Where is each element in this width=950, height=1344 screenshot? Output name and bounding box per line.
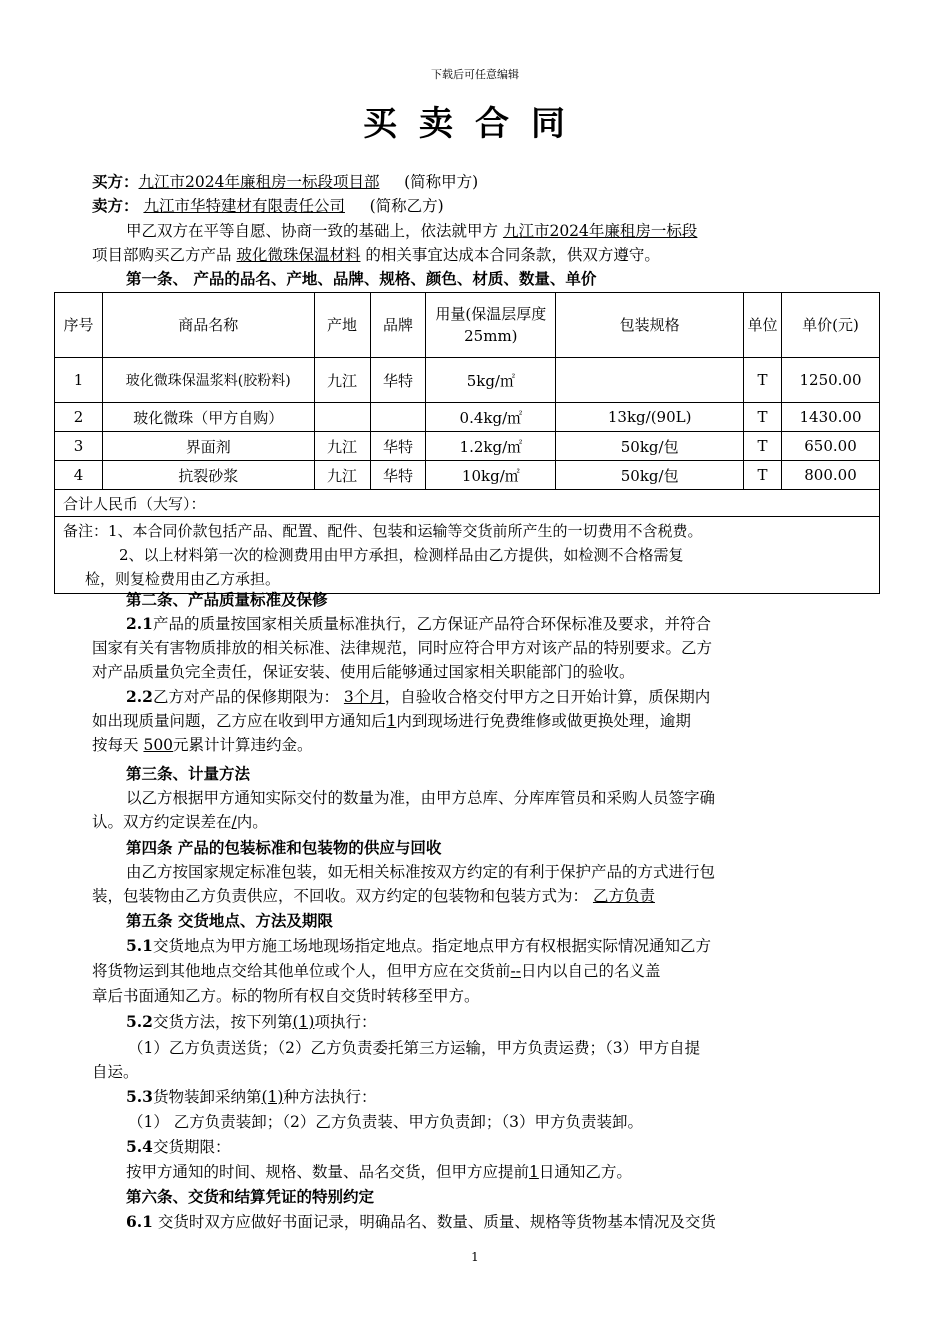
table-note-row [55,517,880,594]
product-table [54,292,880,594]
table-header-row [55,293,880,358]
warranty-period: 3个月 [343,688,385,706]
cell-origin: 九江 [314,432,370,461]
cell-pack: 50kg/包 [556,461,744,490]
note-3: 检，则复检费用由乙方承担。 [85,570,281,588]
a3-line-2 [92,810,862,834]
clause-number: 5.4 [126,1137,153,1156]
response-days: 1 [386,712,397,730]
a5-p3-options: （1） 乙方负责装卸；（2）乙方负责装、甲方负责卸；（3）甲方负责装卸。 [128,1113,644,1131]
header-name: 商品名称 [102,293,314,358]
clause-text: 交货时双方应做好书面记录，明确品名、数量、质量、规格等货物基本情况及交货 [157,1213,716,1231]
total-label: 合计人民币（大写）： [55,490,880,517]
cell-unit: T [744,432,782,461]
cell-brand: 华特 [370,432,426,461]
cell-pack: 13kg/(90L) [556,403,744,432]
a5-p1-line-1 [126,934,896,958]
loading-option: (1) [261,1088,284,1106]
a5-p2-options-2: 自运。 [92,1063,139,1081]
a2-p2-line-3 [92,733,862,757]
cell-unit: T [744,358,782,403]
cell-brand: 华特 [370,461,426,490]
a2-p1-line-1 [126,612,896,636]
note-1: 备注：1、本合同价款包括产品、配置、配件、包装和运输等交货前所产生的一切费用不含税费。 [63,522,703,540]
article-6-title: 第六条、交货和结算凭证的特别约定 [126,1187,375,1206]
clause-number: 6.1 [126,1212,153,1231]
cell-seq: 2 [55,403,103,432]
clause-text: 交货方法，按下列第 [152,1013,293,1031]
header-usage: 用量(保温层厚度25mm) [426,293,556,358]
article-1-title: 第一条、 产品的品名、产地、品牌、规格、颜色、材质、数量、单价 [126,269,597,288]
table-row [55,461,880,490]
clause-text: 按每天 [92,736,139,754]
advance-notice-days: 1 [529,1163,539,1181]
cell-usage: 10kg/㎡ [426,461,556,490]
intro-text: 的相关事宜达成本合同条款，供双方遵守。 [365,246,660,264]
intro-buyer: 九江市2024年廉租房一标段 [502,222,698,240]
header-unit: 单位 [744,293,782,358]
clause-text: 乙方对产品的保修期限为： [152,688,339,706]
clause-text: 日通知乙方。 [538,1163,632,1181]
table-notes [55,517,880,594]
clause-text: 交货期限： [152,1138,231,1156]
cell-usage: 0.4kg/㎡ [426,403,556,432]
intro-text: 项目部购买乙方产品 [92,246,232,264]
article-4-title: 第四条 产品的包装标准和包装物的供应与回收 [126,838,442,857]
a2-p1-line-3: 对产品质量负完全责任，保证安装、使用后能够通过国家相关职能部门的验收。 [92,663,635,681]
clause-text: 认。双方约定误差在 [92,813,232,831]
seller-line [92,194,862,218]
cell-name: 玻化微珠（甲方自购） [102,403,314,432]
intro-line-1 [126,219,896,243]
a5-p1-line-2 [92,959,862,983]
intro-line-2 [92,243,862,267]
clause-text: 货物装卸采纳第 [152,1088,262,1106]
a6-p1-line-1 [126,1210,896,1234]
clause-text: ，自验收合格交付甲方之日开始计算，质保期内 [384,688,711,706]
cell-name: 玻化微珠保温浆料(胶粉料) [102,358,314,403]
a4-line-2 [92,884,862,908]
header-brand: 品牌 [370,293,426,358]
a5-p2-options: （1）乙方负责送货；（2）乙方负责委托第三方运输，甲方负责运费；（3）甲方自提 [128,1039,701,1057]
cell-brand [370,403,426,432]
seller-name: 九江市华特建材有限责任公司 [143,197,345,215]
buyer-label: 买方： [92,172,139,191]
packaging-party: 乙方负责 [592,887,655,905]
penalty-amount: 500 [143,736,174,754]
clause-number: 5.1 [126,936,153,955]
article-3-title: 第三条、计量方法 [126,764,251,783]
cell-origin: 九江 [314,358,370,403]
clause-text: 如出现质量问题，乙方应在收到甲方通知后 [92,712,387,730]
buyer-suffix: (简称甲方) [404,173,479,191]
header-pack: 包装规格 [556,293,744,358]
cell-unit: T [744,461,782,490]
clause-number: 5.3 [126,1087,153,1106]
clause-text: 日内以自己的名义盖 [521,962,661,980]
clause-text: 种方法执行： [283,1088,377,1106]
header-price: 单价(元) [782,293,880,358]
notice-days: -- [510,962,521,980]
clause-number: 2.2 [126,687,153,706]
clause-number: 5.2 [126,1012,153,1031]
clause-text: 产品的质量按国家相关质量标准执行，乙方保证产品符合环保标准及要求，并符合 [152,615,711,633]
header-origin: 产地 [314,293,370,358]
cell-brand: 华特 [370,358,426,403]
cell-seq: 4 [55,461,103,490]
intro-text: 甲乙双方在平等自愿、协商一致的基础上，依法就甲方 [126,222,499,240]
a5-p4-line-1 [126,1135,896,1159]
cell-usage: 5kg/㎡ [426,358,556,403]
cell-origin: 九江 [314,461,370,490]
seller-label: 卖方： [92,196,139,215]
cell-price: 800.00 [782,461,880,490]
cell-pack [556,358,744,403]
article-5-title: 第五条 交货地点、方法及期限 [126,911,333,930]
intro-product: 玻化微珠保温材料 [236,246,361,264]
contract-title: 买卖合同 [363,104,587,144]
clause-number: 2.1 [126,614,153,633]
clause-text: 装，包装物由乙方负责供应，不回收。双方约定的包装物和包装方式为： [92,887,589,905]
cell-unit: T [744,403,782,432]
cell-price: 650.00 [782,432,880,461]
tolerance-value: / [231,813,237,831]
clause-text: 元累计计算违约金。 [173,736,313,754]
cell-pack: 50kg/包 [556,432,744,461]
clause-text: 将货物运到其他地点交给其他单位或个人，但甲方应在交货前 [92,962,511,980]
a5-p2-line-1 [126,1010,896,1034]
cell-usage: 1.2kg/㎡ [426,432,556,461]
cell-origin [314,403,370,432]
a5-p4-line-2 [126,1160,896,1184]
seller-suffix: (简称乙方) [369,197,444,215]
clause-text: 内。 [236,813,268,831]
header-seq: 序号 [55,293,103,358]
cell-price: 1430.00 [782,403,880,432]
table-total-row [55,490,880,517]
clause-text: 交货地点为甲方施工场地现场指定地点。指定地点甲方有权根据实际情况通知乙方 [152,937,711,955]
a2-p1-line-2: 国家有关有害物质排放的相关标准、法律规范，同时应符合甲方对该产品的特别要求。乙方 [92,639,713,657]
cell-seq: 3 [55,432,103,461]
buyer-name: 九江市2024年廉租房一标段项目部 [138,173,380,191]
a2-p2-line-2 [92,709,862,733]
header-note: 下载后可任意编辑 [431,68,519,81]
cell-price: 1250.00 [782,358,880,403]
a5-p3-line-1 [126,1085,896,1109]
cell-seq: 1 [55,358,103,403]
page-number: 1 [471,1250,479,1264]
buyer-line [92,170,862,194]
article-2-title: 第二条、产品质量标准及保修 [126,590,328,609]
table-row [55,432,880,461]
a3-line-1: 以乙方根据甲方通知实际交付的数量为准，由甲方总库、分库库管员和采购人员签字确 [126,789,716,807]
clause-text: 按甲方通知的时间、规格、数量、品名交货，但甲方应提前 [126,1163,530,1181]
table-row [55,358,880,403]
a5-p1-line-3: 章后书面通知乙方。标的物所有权自交货时转移至甲方。 [92,987,480,1005]
cell-name: 界面剂 [102,432,314,461]
a2-p2-line-1 [126,685,896,709]
cell-name: 抗裂砂浆 [102,461,314,490]
clause-text: 项执行： [314,1013,377,1031]
delivery-option: (1) [292,1013,315,1031]
a4-line-1: 由乙方按国家规定标准包装，如无相关标准按双方约定的有利于保护产品的方式进行包 [126,863,716,881]
table-row [55,403,880,432]
clause-text: 内到现场进行免费维修或做更换处理，逾期 [396,712,691,730]
note-2: 2、以上材料第一次的检测费用由甲方承担，检测样品由乙方提供，如检测不合格需复 [119,546,684,564]
